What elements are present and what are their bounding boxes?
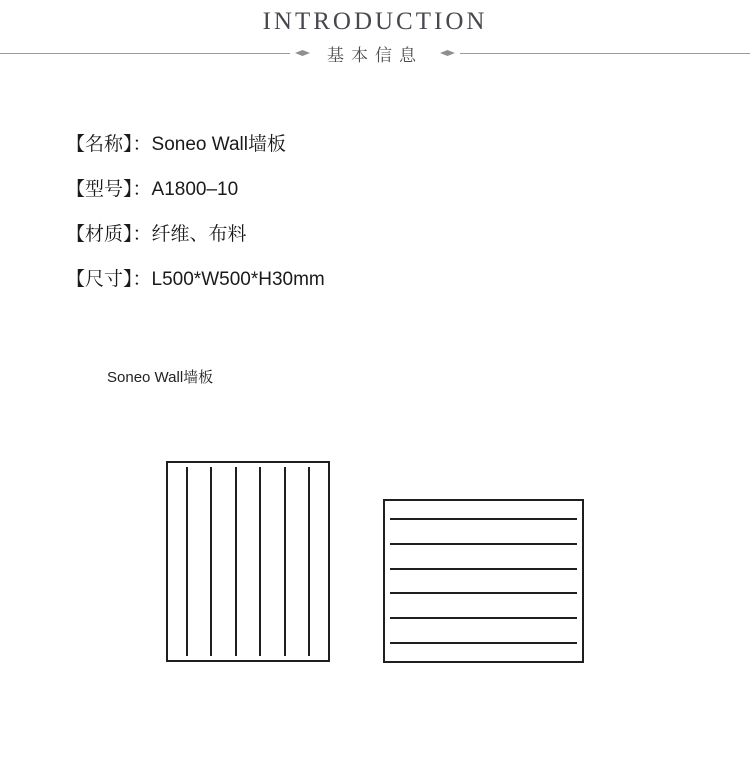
groove-line bbox=[390, 568, 577, 570]
figure-caption: Soneo Wall墙板 bbox=[107, 369, 214, 386]
section-subtitle: 基本信息 bbox=[327, 45, 423, 65]
spec-separator: ： bbox=[132, 224, 152, 245]
groove-line bbox=[390, 543, 577, 545]
spec-label: 【尺寸】 bbox=[66, 269, 133, 290]
groove-line bbox=[259, 467, 261, 656]
groove-line bbox=[284, 467, 286, 656]
spec-list bbox=[66, 132, 325, 312]
groove-line bbox=[308, 467, 310, 656]
spec-separator: ： bbox=[132, 179, 152, 200]
groove-line bbox=[390, 642, 577, 644]
divider-line-left bbox=[0, 53, 290, 54]
spec-separator: ： bbox=[132, 269, 152, 290]
spec-row-name bbox=[66, 132, 325, 158]
spec-row-material bbox=[66, 222, 325, 248]
diamond-icon bbox=[295, 50, 310, 56]
groove-line bbox=[390, 617, 577, 619]
spec-label: 【型号】 bbox=[66, 179, 133, 200]
horizontal-groove-panel-diagram bbox=[383, 499, 584, 663]
groove-line bbox=[390, 518, 577, 520]
vertical-groove-panel-diagram bbox=[166, 461, 330, 662]
spec-value: 纤维、布料 bbox=[151, 224, 247, 245]
spec-row-size bbox=[66, 267, 325, 293]
spec-value: Soneo Wall墙板 bbox=[151, 134, 286, 155]
spec-label: 【名称】 bbox=[66, 134, 133, 155]
diamond-icon bbox=[440, 50, 455, 56]
section-divider bbox=[0, 44, 750, 65]
spec-separator: ： bbox=[132, 134, 152, 155]
groove-line bbox=[390, 592, 577, 594]
groove-line bbox=[235, 467, 237, 656]
spec-row-model bbox=[66, 177, 325, 203]
spec-value: L500*W500*H30mm bbox=[151, 269, 325, 290]
groove-line bbox=[210, 467, 212, 656]
divider-line-right bbox=[460, 53, 750, 54]
spec-value: A1800–10 bbox=[151, 179, 239, 200]
page-title: INTRODUCTION bbox=[262, 8, 488, 35]
groove-line bbox=[186, 467, 188, 656]
spec-label: 【材质】 bbox=[66, 224, 133, 245]
